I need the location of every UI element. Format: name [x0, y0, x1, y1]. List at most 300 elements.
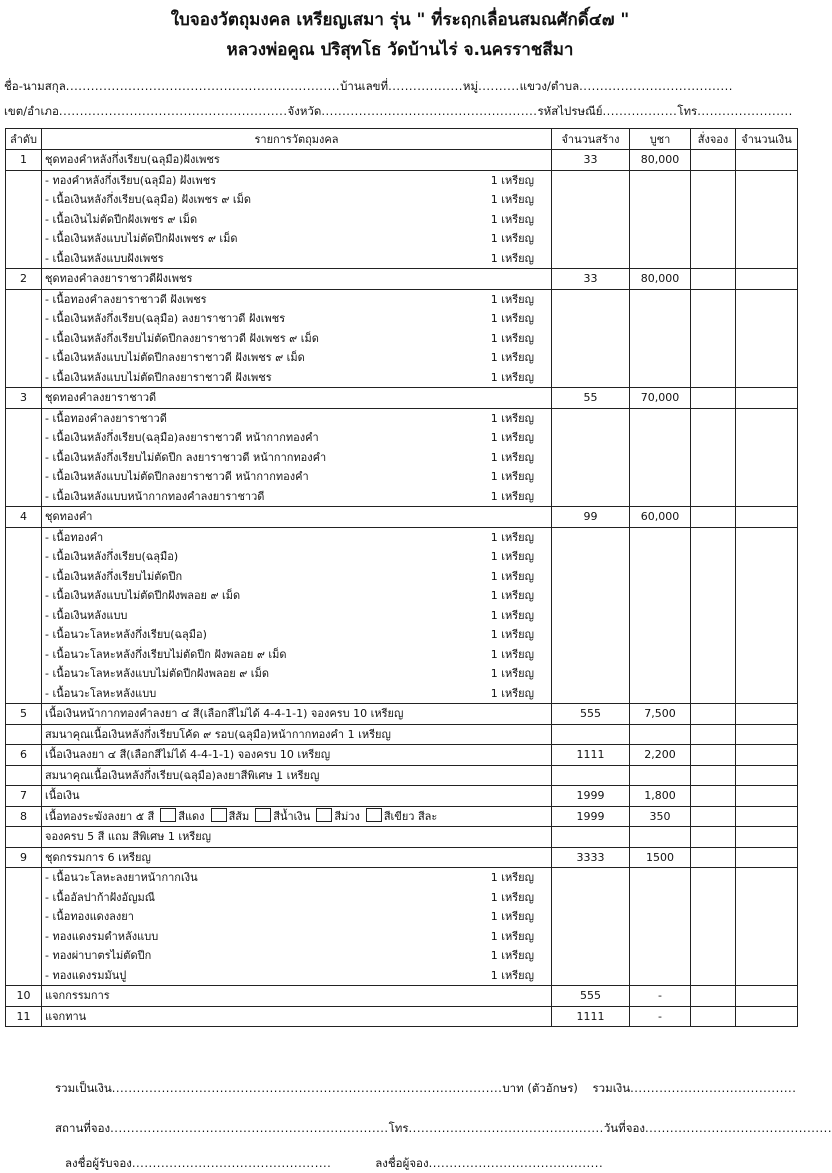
table-row	[6, 1006, 798, 1027]
col-order: สั่งจอง	[691, 129, 736, 150]
item-qty: 1 เหรียญ	[490, 370, 534, 384]
empty-cell	[691, 765, 736, 786]
row-price: -	[630, 986, 691, 1007]
empty-cell	[630, 907, 691, 927]
row-count: 3333	[552, 847, 630, 868]
item-cell	[42, 645, 552, 665]
empty-cell	[630, 606, 691, 626]
empty-cell	[552, 765, 630, 786]
empty-cell	[691, 606, 736, 626]
empty-cell	[630, 888, 691, 908]
row-price: 80,000	[630, 150, 691, 171]
empty-cell	[736, 625, 798, 645]
empty-cell	[630, 527, 691, 547]
item-cell	[42, 966, 552, 986]
item-name: - เนื้อเงินหลังแบบฝังเพชร	[45, 251, 164, 265]
info-line-1: ชื่อ-นามสกุล..................................................................บ้านเลขที่..................หมู่..........แขวง/ตำบล.....................................	[4, 79, 733, 93]
item-cell	[42, 190, 552, 210]
order-cell	[691, 507, 736, 528]
order-cell	[691, 745, 736, 766]
item-name: - เนื้อเงินหลังแบบหน้ากากทองคำลงยาราชาวดี	[45, 489, 265, 503]
item-name: - เนื้อนวะโลหะหลังกึ่งเรียบไม่ตัดปีก ฝังพลอย ๙ เม็ด	[45, 647, 287, 661]
empty-cell	[736, 606, 798, 626]
empty-cell	[630, 724, 691, 745]
row-price: 1,800	[630, 786, 691, 807]
list-item	[6, 946, 798, 966]
row-count: 99	[552, 507, 630, 528]
empty-cell	[630, 765, 691, 786]
item-name: - เนื้อเงินหลังแบบไม่ตัดปีกฝังเพชร ๙ เม็ด	[45, 232, 238, 246]
empty-cell	[552, 724, 630, 745]
row-number-empty	[6, 229, 42, 249]
row-count: 33	[552, 269, 630, 290]
footer-phone-label: โทร	[388, 1121, 409, 1135]
empty-cell	[736, 428, 798, 448]
list-item	[6, 448, 798, 468]
row-count: 1111	[552, 1006, 630, 1027]
row-number-empty	[6, 348, 42, 368]
empty-cell	[691, 170, 736, 190]
item-cell	[42, 625, 552, 645]
color-checkbox[interactable]	[366, 808, 382, 822]
empty-cell	[552, 625, 630, 645]
order-cell	[691, 150, 736, 171]
amount-cell	[736, 786, 798, 807]
row-number-empty	[6, 249, 42, 269]
item-cell	[42, 946, 552, 966]
item-name: - เนื้อเงินหลังแบบ	[45, 608, 128, 622]
item-cell	[42, 289, 552, 309]
item-qty: 1 เหรียญ	[490, 489, 534, 503]
item-cell	[42, 329, 552, 349]
row-number-empty	[6, 289, 42, 309]
empty-cell	[691, 684, 736, 704]
row-title	[42, 806, 552, 827]
empty-cell	[630, 229, 691, 249]
order-table	[5, 128, 798, 1027]
item-name: - เนื้อนวะโลหะหลังแบบ	[45, 686, 157, 700]
row-title: เนื้อทองระฆังลงยา ๕ สี	[45, 809, 155, 823]
row-number: 2	[6, 269, 42, 290]
list-item	[6, 567, 798, 587]
list-item	[6, 645, 798, 665]
row-number: 5	[6, 704, 42, 725]
list-item	[6, 527, 798, 547]
item-name: - เนื้อทองแดงลงยา	[45, 910, 134, 924]
row-number-empty	[6, 487, 42, 507]
col-price: บูชา	[630, 129, 691, 150]
empty-cell	[736, 946, 798, 966]
empty-cell	[691, 368, 736, 388]
total-money-label: รวมเงิน	[592, 1081, 631, 1095]
list-item	[6, 625, 798, 645]
empty-cell	[691, 966, 736, 986]
item-cell	[42, 249, 552, 269]
list-item	[6, 868, 798, 888]
table-row	[6, 986, 798, 1007]
row-number-empty	[6, 170, 42, 190]
book-sign-label: ลงชื่อผู้จอง	[375, 1156, 429, 1170]
row-price: -	[630, 1006, 691, 1027]
empty-cell	[552, 368, 630, 388]
total-label: รวมเป็นเงิน	[55, 1081, 112, 1095]
item-cell	[42, 927, 552, 947]
amount-cell	[736, 1006, 798, 1027]
table-row	[6, 269, 798, 290]
row-number-empty	[6, 868, 42, 888]
item-qty: 1 เหรียญ	[490, 530, 534, 544]
empty-cell	[736, 888, 798, 908]
item-name: - เนื้อเงินหลังแบบไม่ตัดปีกฝังพลอย ๙ เม็ด	[45, 589, 241, 603]
item-cell	[42, 309, 552, 329]
empty-cell	[736, 868, 798, 888]
item-name: - เนื้อเงินหลังแบบไม่ตัดปีกลงยาราชาวดี ฝังเพชร	[45, 370, 272, 384]
row-title: เนื้อเงินลงยา ๔ สี(เลือกสีไม่ได้ 4-4-1-1) จองครบ 10 เหรียญ	[42, 745, 552, 766]
item-qty: 1 เหรียญ	[490, 667, 534, 681]
color-checkbox[interactable]	[255, 808, 271, 822]
row-number: 4	[6, 507, 42, 528]
row-number-empty	[6, 408, 42, 428]
item-qty: 1 เหรียญ	[490, 569, 534, 583]
list-item	[6, 684, 798, 704]
amount-cell	[736, 507, 798, 528]
item-name: - เนื้อเงินไม่ตัดปีกฝังเพชร ๙ เม็ด	[45, 212, 198, 226]
empty-cell	[552, 487, 630, 507]
row-title: ชุดทองคำหลังกึ่งเรียบ(ฉลุมือ)ฝังเพชร	[42, 150, 552, 171]
row-count: 33	[552, 150, 630, 171]
item-name: - เนื้อนวะโลหะลงยาหน้ากากเงิน	[45, 871, 198, 885]
empty-cell	[691, 586, 736, 606]
row-title: ชุดทองคำ	[42, 507, 552, 528]
footer-sign-line: ลงชื่อผู้รับจอง................................................ ลงชื่อผู้จอง..........................................	[65, 1156, 604, 1170]
empty-cell	[736, 487, 798, 507]
phone-label: โทร	[677, 104, 698, 118]
color-label: สีเขียว สีละ	[383, 809, 438, 823]
row-number-empty	[6, 606, 42, 626]
list-item	[6, 907, 798, 927]
row-title: แจกกรรมการ	[42, 986, 552, 1007]
empty-cell	[552, 547, 630, 567]
item-qty: 1 เหรียญ	[490, 232, 534, 246]
empty-cell	[630, 408, 691, 428]
item-cell	[42, 606, 552, 626]
row-number-empty	[6, 645, 42, 665]
item-cell	[42, 586, 552, 606]
empty-cell	[691, 229, 736, 249]
empty-cell	[691, 408, 736, 428]
list-item	[6, 606, 798, 626]
empty-cell	[630, 487, 691, 507]
empty-cell	[736, 684, 798, 704]
name-label: ชื่อ-นามสกุล	[4, 79, 66, 93]
form-title: ใบจองวัตถุมงคล เหรียญเสมา รุ่น " ที่ระฤกเลื่อนสมณศักดิ์๔๗ "	[170, 10, 630, 30]
recv-sign-label: ลงชื่อผู้รับจอง	[65, 1156, 132, 1170]
row-price: 7,500	[630, 704, 691, 725]
empty-cell	[691, 907, 736, 927]
item-qty: 1 เหรียญ	[490, 871, 534, 885]
item-name: - เนื้อเงินหลังกึ่งเรียบ(ฉลุมือ)	[45, 550, 179, 564]
row-number-empty	[6, 625, 42, 645]
empty-cell	[552, 966, 630, 986]
row-price: 350	[630, 806, 691, 827]
row-count: 1999	[552, 786, 630, 807]
empty-cell	[630, 329, 691, 349]
row-number-empty	[6, 927, 42, 947]
item-cell	[42, 664, 552, 684]
empty-cell	[552, 888, 630, 908]
empty-cell	[630, 368, 691, 388]
empty-cell	[736, 547, 798, 567]
empty-cell	[630, 467, 691, 487]
color-label: สีม่วง	[334, 809, 360, 823]
item-cell	[42, 408, 552, 428]
item-qty: 1 เหรียญ	[490, 173, 534, 187]
item-cell	[42, 684, 552, 704]
item-cell	[42, 348, 552, 368]
empty-cell	[736, 827, 798, 848]
empty-cell	[552, 684, 630, 704]
empty-cell	[630, 547, 691, 567]
item-qty: 1 เหรียญ	[490, 929, 534, 943]
note-row	[6, 765, 798, 786]
empty-cell	[552, 606, 630, 626]
empty-cell	[552, 907, 630, 927]
table-row	[6, 704, 798, 725]
order-cell	[691, 786, 736, 807]
empty-cell	[552, 190, 630, 210]
list-item	[6, 289, 798, 309]
col-no: ลำดับ	[6, 129, 42, 150]
row-number-empty	[6, 765, 42, 786]
row-price: 2,200	[630, 745, 691, 766]
amount-cell	[736, 745, 798, 766]
empty-cell	[691, 329, 736, 349]
empty-cell	[736, 210, 798, 230]
empty-cell	[552, 467, 630, 487]
empty-cell	[736, 586, 798, 606]
order-cell	[691, 806, 736, 827]
empty-cell	[630, 448, 691, 468]
item-qty: 1 เหรียญ	[490, 470, 534, 484]
empty-cell	[552, 567, 630, 587]
order-cell	[691, 269, 736, 290]
row-title: เนื้อเงิน	[42, 786, 552, 807]
empty-cell	[736, 448, 798, 468]
row-number: 9	[6, 847, 42, 868]
empty-cell	[736, 249, 798, 269]
empty-cell	[736, 927, 798, 947]
order-cell	[691, 1006, 736, 1027]
empty-cell	[552, 527, 630, 547]
note-row	[6, 724, 798, 745]
row-number-empty	[6, 527, 42, 547]
item-name: - เนื้อเงินหลังกึ่งเรียบไม่ตัดปีก ลงยาราชาวดี หน้ากากทองคำ	[45, 450, 327, 464]
empty-cell	[552, 927, 630, 947]
table-row	[6, 150, 798, 171]
row-number: 1	[6, 150, 42, 171]
color-label: สีส้ม	[228, 809, 250, 823]
empty-cell	[691, 827, 736, 848]
table-row	[6, 786, 798, 807]
row-number-empty	[6, 210, 42, 230]
item-qty: 1 เหรียญ	[490, 949, 534, 963]
color-label: สีแดง	[178, 809, 205, 823]
color-checkbox[interactable]	[211, 808, 227, 822]
empty-cell	[736, 190, 798, 210]
item-cell	[42, 527, 552, 547]
list-item	[6, 309, 798, 329]
list-item	[6, 368, 798, 388]
empty-cell	[552, 586, 630, 606]
subdistrict-label: แขวง/ตำบล	[519, 79, 580, 93]
col-item: รายการวัตถุมงคล	[42, 129, 552, 150]
row-number-empty	[6, 724, 42, 745]
empty-cell	[552, 210, 630, 230]
empty-cell	[630, 625, 691, 645]
item-name: - เนื้อเงินหลังกึ่งเรียบ(ฉลุมือ)ลงยาราชาวดี หน้ากากทองคำ	[45, 431, 319, 445]
footer-place-line: สถานที่จอง...................................................................โทร...............................................วันที่จอง.............................................	[55, 1121, 832, 1135]
item-qty: 1 เหรียญ	[490, 351, 534, 365]
item-qty: 1 เหรียญ	[490, 686, 534, 700]
amount-cell	[736, 269, 798, 290]
info-line-2: เขต/อำเภอ.......................................................จังหวัด....................................................รหัสไปรษณีย์..................โทร.......................	[4, 104, 793, 118]
item-name: - เนื้อทองคำ	[45, 530, 104, 544]
item-qty: 1 เหรียญ	[490, 292, 534, 306]
empty-cell	[736, 408, 798, 428]
row-number-empty	[6, 888, 42, 908]
list-item	[6, 487, 798, 507]
empty-cell	[630, 827, 691, 848]
place-label: สถานที่จอง	[55, 1121, 111, 1135]
item-qty: 1 เหรียญ	[490, 608, 534, 622]
row-number-empty	[6, 190, 42, 210]
row-number: 8	[6, 806, 42, 827]
item-name: - เนื้อทองคำลงยาราชาวดี ฝังเพชร	[45, 292, 207, 306]
list-item	[6, 888, 798, 908]
empty-cell	[691, 645, 736, 665]
empty-cell	[691, 888, 736, 908]
list-item	[6, 927, 798, 947]
row-title: ชุดทองคำลงยาราชาวดีฝังเพชร	[42, 269, 552, 290]
row-number: 3	[6, 388, 42, 409]
footer-total-line: รวมเป็นเงิน..............................................................................................บาท (ตัวอักษร) รวมเงิน........................................	[55, 1081, 797, 1095]
empty-cell	[691, 289, 736, 309]
item-name: - ทองแดงรมมันปู	[45, 968, 127, 982]
empty-cell	[552, 946, 630, 966]
item-qty: 1 เหรียญ	[490, 331, 534, 345]
item-cell	[42, 448, 552, 468]
row-number: 7	[6, 786, 42, 807]
empty-cell	[552, 348, 630, 368]
color-checkbox[interactable]	[160, 808, 176, 822]
amount-cell	[736, 704, 798, 725]
empty-cell	[736, 724, 798, 745]
empty-cell	[630, 190, 691, 210]
empty-cell	[552, 428, 630, 448]
row-number-empty	[6, 684, 42, 704]
empty-cell	[736, 289, 798, 309]
item-cell	[42, 368, 552, 388]
row-count: 55	[552, 388, 630, 409]
row-price: 80,000	[630, 269, 691, 290]
table-row	[6, 745, 798, 766]
row-count: 555	[552, 704, 630, 725]
empty-cell	[691, 927, 736, 947]
empty-cell	[736, 645, 798, 665]
item-qty: 1 เหรียญ	[490, 411, 534, 425]
note-row	[6, 827, 798, 848]
col-count: จำนวนสร้าง	[552, 129, 630, 150]
row-price: 70,000	[630, 388, 691, 409]
item-qty: 1 เหรียญ	[490, 647, 534, 661]
empty-cell	[552, 827, 630, 848]
item-qty: 1 เหรียญ	[490, 968, 534, 982]
amount-cell	[736, 986, 798, 1007]
empty-cell	[691, 210, 736, 230]
empty-cell	[691, 348, 736, 368]
item-cell	[42, 547, 552, 567]
item-qty: 1 เหรียญ	[490, 450, 534, 464]
empty-cell	[630, 428, 691, 448]
table-body	[6, 150, 798, 1027]
empty-cell	[630, 927, 691, 947]
row-count: 1999	[552, 806, 630, 827]
empty-cell	[552, 170, 630, 190]
item-qty: 1 เหรียญ	[490, 910, 534, 924]
province-label: จังหวัด	[287, 104, 322, 118]
item-qty: 1 เหรียญ	[490, 890, 534, 904]
table-header	[6, 129, 798, 150]
house-label: บ้านเลขที่	[340, 79, 389, 93]
row-title: ชุดทองคำลงยาราชาวดี	[42, 388, 552, 409]
empty-cell	[691, 664, 736, 684]
empty-cell	[691, 547, 736, 567]
item-name: - ทองแดงรมดำหลังแบบ	[45, 929, 159, 943]
item-name: - เนื้อเงินหลังกึ่งเรียบไม่ตัดปีก	[45, 569, 183, 583]
item-name: - เนื้อเงินหลังแบบไม่ตัดปีกลงยาราชาวดี หน้ากากทองคำ	[45, 470, 309, 484]
empty-cell	[691, 428, 736, 448]
empty-cell	[691, 946, 736, 966]
item-name: - เนื้ออัลปาก้าฝังอัญมณี	[45, 890, 155, 904]
date-label: วันที่จอง	[603, 1121, 645, 1135]
empty-cell	[736, 966, 798, 986]
empty-cell	[736, 368, 798, 388]
color-checkbox[interactable]	[316, 808, 332, 822]
row-number-empty	[6, 827, 42, 848]
item-cell	[42, 487, 552, 507]
list-item	[6, 586, 798, 606]
row-title: แจกทาน	[42, 1006, 552, 1027]
table-row	[6, 507, 798, 528]
item-qty: 1 เหรียญ	[490, 251, 534, 265]
empty-cell	[691, 249, 736, 269]
amount-cell	[736, 150, 798, 171]
empty-cell	[630, 210, 691, 230]
amount-cell	[736, 388, 798, 409]
empty-cell	[630, 170, 691, 190]
item-cell	[42, 567, 552, 587]
empty-cell	[630, 567, 691, 587]
row-number-empty	[6, 368, 42, 388]
amount-cell	[736, 806, 798, 827]
item-qty: 1 เหรียญ	[490, 312, 534, 326]
list-item	[6, 408, 798, 428]
table-row	[6, 388, 798, 409]
order-cell	[691, 847, 736, 868]
list-item	[6, 329, 798, 349]
empty-cell	[552, 448, 630, 468]
row-number: 11	[6, 1006, 42, 1027]
